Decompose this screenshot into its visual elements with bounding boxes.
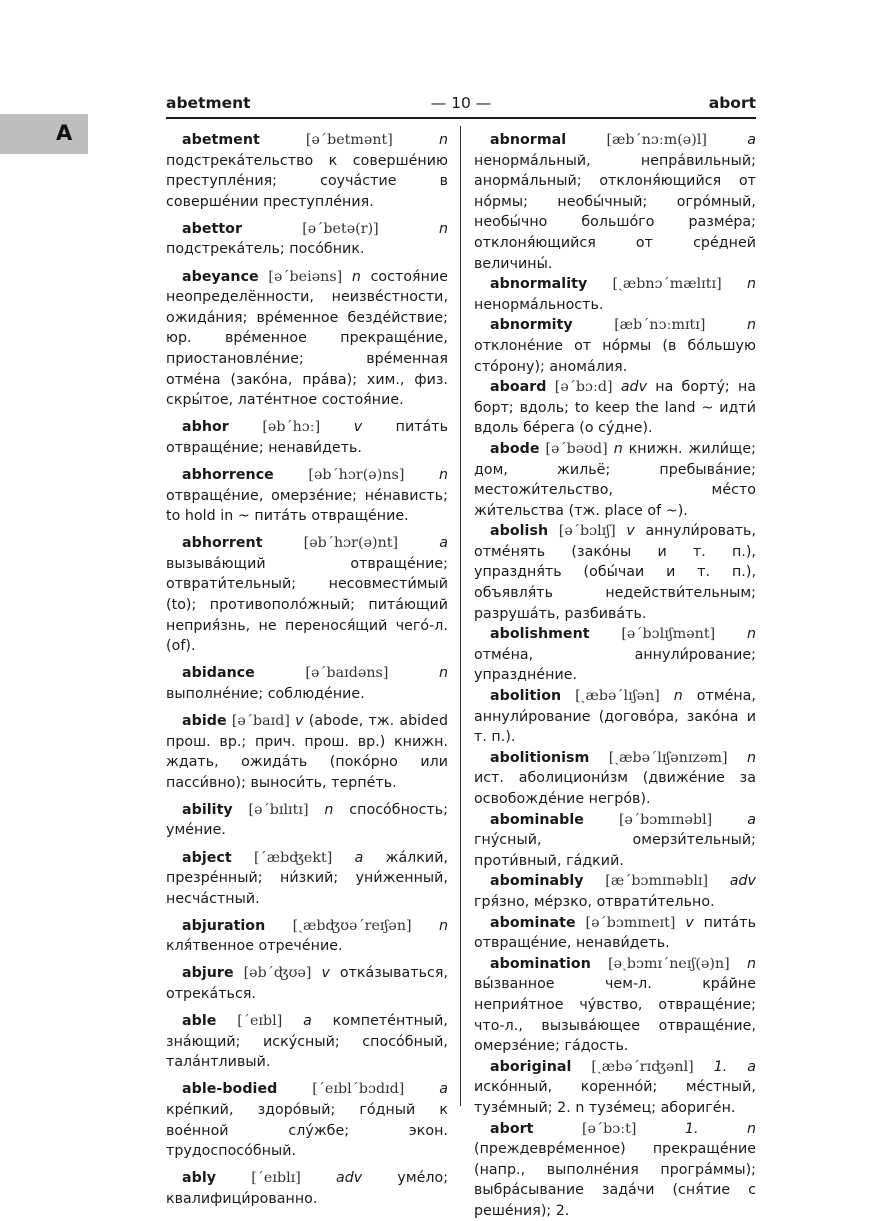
entry-transcription: [ə´bɔmɪneɪt] — [586, 915, 676, 931]
entry-transcription: [ə´bɔlɪʃ] — [559, 523, 616, 539]
entry-definition: жа́лкий, презре́нный; ни́зкий; уни́женный, несча́стный. — [166, 850, 448, 907]
entry-definition: ист. аболициони́зм (движе́ние за освобожде́ние негро́в). — [474, 770, 756, 807]
entry-definition: спосо́бность; уме́ние. — [166, 802, 448, 839]
entry-headword: abnormality — [490, 276, 587, 292]
entry-headword: abhorrence — [182, 467, 274, 483]
entry-definition: иско́нный, коренно́й; ме́стный, тузе́мный; 2. n тузе́мец; абориге́н. — [474, 1079, 756, 1116]
entry-transcription: [ə´bɪlɪtɪ] — [249, 802, 309, 818]
dictionary-entry — [474, 810, 756, 872]
entry-headword: abhorrent — [182, 535, 263, 551]
entry-transcription: [´eɪbl´bɔdɪd] — [312, 1081, 404, 1097]
entry-transcription: [ˏæbə´rɪʤənl] — [591, 1059, 693, 1075]
entry-transcription: [ə´betmənt] — [306, 132, 393, 148]
entry-headword: ability — [182, 802, 233, 818]
running-header — [166, 93, 756, 115]
dictionary-entry — [474, 130, 756, 274]
entry-transcription: [əb´hɔr(ə)nt] — [304, 535, 398, 551]
dictionary-entry — [166, 219, 448, 260]
right-column — [474, 130, 756, 1221]
entry-headword: abjuration — [182, 918, 265, 934]
header-left-guide-word: abetment — [166, 93, 251, 113]
dictionary-entry — [474, 871, 756, 912]
entry-headword: abolish — [490, 523, 548, 539]
dictionary-entry — [474, 748, 756, 810]
entry-part-of-speech: adv — [730, 873, 756, 889]
entry-transcription: [əb´ʤʊə] — [244, 965, 312, 981]
entry-definition: отклоне́ние от но́рмы (в бо́льшую сто́рону); анома́лия. — [474, 338, 756, 375]
entry-definition: выполне́ние; соблюде́ние. — [166, 686, 365, 702]
entry-part-of-speech: 1. a — [714, 1059, 756, 1075]
entry-part-of-speech: a — [747, 812, 756, 828]
entry-definition: на борту́; на борт; вдоль; to keep the land ~ идти́ вдоль бе́рега (о су́дне). — [474, 379, 756, 436]
entry-headword: ably — [182, 1170, 216, 1186]
dictionary-entry — [474, 521, 756, 624]
entry-part-of-speech: a — [747, 132, 756, 148]
letter-tab-label: A — [56, 121, 72, 145]
entry-part-of-speech: n — [439, 132, 448, 148]
entry-transcription: [ə´bɔlɪʃmənt] — [621, 626, 715, 642]
entry-definition: ненорма́льность. — [474, 297, 603, 313]
entry-part-of-speech: n — [352, 269, 361, 285]
entry-part-of-speech: n — [439, 918, 448, 934]
entry-transcription: [´eɪblɪ] — [251, 1170, 301, 1186]
dictionary-entry — [474, 1057, 756, 1119]
dictionary-entry — [166, 1079, 448, 1161]
entry-part-of-speech: a — [355, 850, 364, 866]
dictionary-entry — [166, 1011, 448, 1073]
entry-transcription: [əb´hɔː] — [262, 419, 320, 435]
entry-headword: abominable — [490, 812, 584, 828]
entry-transcription: [əˏbɔmɪ´neɪʃ(ə)n] — [608, 956, 730, 972]
entry-definition: пита́ть отвраще́ние, ненави́деть. — [474, 915, 756, 952]
entry-transcription: [æ´bɔmɪnəblɪ] — [605, 873, 708, 889]
entry-definition: уме́ло; квалифици́рованно. — [166, 1170, 448, 1207]
entry-transcription: [æb´nɔːmɪtɪ] — [614, 317, 705, 333]
header-rule — [166, 117, 756, 119]
entry-definition: отка́зываться, отрека́ться. — [166, 965, 448, 1002]
dictionary-entry — [166, 800, 448, 841]
entry-definition: компете́нтный, зна́ющий; иску́сный; спосо́бный, тала́нтливый. — [166, 1013, 448, 1070]
dictionary-entry — [166, 848, 448, 910]
entry-definition: вы́званное чем-л. кра́йне неприя́тное чу́вство, отвраще́ние; что-л., вызыва́ющее отвраще́ние, омерзе́ние; га́дость. — [474, 976, 756, 1054]
entry-headword: abettor — [182, 221, 242, 237]
entry-transcription: [ˏæbnɔ´mælɪtɪ] — [613, 276, 722, 292]
dictionary-entry — [474, 686, 756, 748]
dictionary-entry — [166, 663, 448, 704]
entry-transcription: [æb´nɔːm(ə)l] — [606, 132, 707, 148]
entry-definition: подстрека́тельство к соверше́нию преступле́ния; соуча́стие в соверше́нии преступле́ния. — [166, 153, 448, 210]
entry-definition: вызыва́ющий отвраще́ние; отврати́тельный; несовмести́мый (to); противополо́жный; пита́ющий неприя́знь, не перенося́щий чего́-л. (of). — [166, 556, 448, 654]
header-right-guide-word: abort — [709, 93, 756, 113]
entry-transcription: [´æbʤekt] — [254, 850, 332, 866]
left-column — [166, 130, 448, 1216]
entry-transcription: [ə´bəʊd] — [545, 441, 607, 457]
entry-definition: отме́на, аннули́рование; упраздне́ние. — [474, 647, 756, 684]
entry-part-of-speech: a — [303, 1013, 312, 1029]
entry-definition: нeнорма́льный, непра́вильный; анорма́льный; отклоня́ющийся от но́рмы; необы́чный; огро́мный, необы́чно большо́го разме́ра; отклоня́ющийся от сре́дней величины́. — [474, 153, 756, 272]
entry-headword: able — [182, 1013, 216, 1029]
entry-headword: abnormal — [490, 132, 566, 148]
entry-headword: aboard — [490, 379, 547, 395]
dictionary-entry — [474, 624, 756, 686]
dictionary-entry — [166, 267, 448, 411]
dictionary-entry — [166, 533, 448, 657]
entry-headword: abide — [182, 713, 227, 729]
entry-definition: отвраще́ние, омерзе́ние; не́нависть; to hold in ~ пита́ть отвраще́ние. — [166, 488, 448, 525]
entry-transcription: [ə´baɪdəns] — [305, 665, 388, 681]
entry-transcription: [əb´hɔr(ə)ns] — [308, 467, 404, 483]
entry-headword: abolition — [490, 688, 561, 704]
entry-headword: abomination — [490, 956, 591, 972]
entry-transcription: [ˏæbʤʊə´reɪʃən] — [293, 918, 412, 934]
entry-part-of-speech: n — [439, 467, 448, 483]
dictionary-entry — [474, 439, 756, 521]
entry-headword: abject — [182, 850, 232, 866]
entry-transcription: [ə´bɔːt] — [582, 1121, 636, 1137]
entry-headword: abhor — [182, 419, 229, 435]
entry-part-of-speech: a — [439, 535, 448, 551]
dictionary-entry — [166, 417, 448, 458]
entry-headword: abidance — [182, 665, 255, 681]
entry-part-of-speech: n — [747, 750, 756, 766]
entry-definition: гря́зно, ме́рзко, отврати́тельно. — [474, 894, 715, 910]
entry-transcription: [ə´bɔmɪnəbl] — [619, 812, 712, 828]
entry-part-of-speech: n — [614, 441, 623, 457]
entry-definition: пита́ть отвраще́ние; ненави́деть. — [166, 419, 448, 456]
entry-part-of-speech: 1. n — [685, 1121, 756, 1137]
entry-definition: отме́на, аннули́рование (догово́ра, зако́на и т. п.). — [474, 688, 756, 745]
entry-part-of-speech: v — [321, 965, 329, 981]
entry-headword: abnormity — [490, 317, 573, 333]
entry-headword: abolitionism — [490, 750, 589, 766]
entry-part-of-speech: n — [674, 688, 683, 704]
entry-headword: abominably — [490, 873, 584, 889]
entry-transcription: [ə´beiəns] — [268, 269, 342, 285]
dictionary-entry — [474, 1119, 756, 1221]
entry-transcription: [ə´bɔːd] — [555, 379, 613, 395]
entry-part-of-speech: v — [295, 713, 303, 729]
entry-headword: abominate — [490, 915, 576, 931]
entry-definition: кля́твенное отрече́ние. — [166, 938, 343, 954]
entry-headword: abode — [490, 441, 540, 457]
entry-transcription: [ˏæbə´lɪʃənɪzəm] — [609, 750, 728, 766]
dictionary-entry — [474, 315, 756, 377]
entry-part-of-speech: v — [685, 915, 693, 931]
entry-headword: abetment — [182, 132, 260, 148]
dictionary-entry — [166, 916, 448, 957]
entry-headword: abolishment — [490, 626, 590, 642]
entry-part-of-speech: v — [626, 523, 634, 539]
entry-definition: книжн. жили́ще; дом, жильё; пребыва́ние; местожи́тельство, ме́сто жи́тельства (тж. place of ~). — [474, 441, 756, 519]
entry-part-of-speech: adv — [621, 379, 647, 395]
entry-part-of-speech: adv — [336, 1170, 362, 1186]
entry-definition: кре́пкий, здоро́вый; го́дный к вое́нной слу́жбе; экон. трудоспосо́бный. — [166, 1102, 448, 1159]
entry-part-of-speech: n — [747, 317, 756, 333]
dictionary-entry — [474, 913, 756, 954]
dictionary-entry — [166, 130, 448, 212]
dictionary-entry — [474, 954, 756, 1057]
entry-transcription: [´eɪbl] — [237, 1013, 282, 1029]
entry-definition: гну́сный, омерзи́тельный; проти́вный, га́дкий. — [474, 832, 756, 869]
entry-transcription: [ˏæbə´lɪʃən] — [575, 688, 660, 704]
entry-definition: аннули́ровать, отме́нять (зако́ны и т. п.), упраздня́ть (обы́чаи и т. п.), объявля́ть недействи́тельным; разруша́ть, разбива́ть. — [474, 523, 756, 621]
entry-headword: abjure — [182, 965, 234, 981]
entry-definition: (преждевре́менное) прекраще́ние (напр., выполне́ния програ́ммы); выбра́сывание зада́чи (сня́тие с реше́ния); 2. — [474, 1141, 756, 1219]
entry-definition: состоя́ние неопределённости, неизве́стности, ожида́ния; вре́менное безде́йствие; юр. вре́менное прекраще́ние, приостановле́ние; вре́менная отме́на (зако́на, пра́ва); хим., физ. скры́тое, лате́нтное состоя́ние. — [166, 269, 448, 409]
entry-headword: able-bodied — [182, 1081, 277, 1097]
entry-part-of-speech: n — [747, 626, 756, 642]
entry-headword: aboriginal — [490, 1059, 571, 1075]
entry-part-of-speech: a — [439, 1081, 448, 1097]
entry-definition: (abode, тж. abided прош. вр.; прич. прош. вр.) книжн. ждать, ожида́ть (поко́рно или пасси́вно); выноси́ть, терпе́ть. — [166, 713, 448, 791]
entry-part-of-speech: n — [747, 956, 756, 972]
entry-part-of-speech: n — [747, 276, 756, 292]
letter-tab — [0, 114, 88, 154]
dictionary-entry — [166, 465, 448, 527]
column-divider — [460, 126, 461, 1106]
dictionary-entry — [474, 274, 756, 315]
entry-part-of-speech: n — [439, 221, 448, 237]
entry-headword: abort — [490, 1121, 534, 1137]
dictionary-entry — [166, 711, 448, 793]
entry-definition: подстрека́тель; посо́бник. — [166, 241, 365, 257]
entry-part-of-speech: v — [354, 419, 362, 435]
dictionary-entry — [474, 377, 756, 439]
entry-headword: abeyance — [182, 269, 259, 285]
entry-part-of-speech: n — [439, 665, 448, 681]
entry-part-of-speech: n — [324, 802, 333, 818]
page-number: — 10 — — [166, 93, 756, 113]
entry-transcription: [ə´baɪd] — [232, 713, 290, 729]
dictionary-entry — [166, 963, 448, 1004]
entry-transcription: [ə´betə(r)] — [302, 221, 379, 237]
dictionary-entry — [166, 1168, 448, 1209]
